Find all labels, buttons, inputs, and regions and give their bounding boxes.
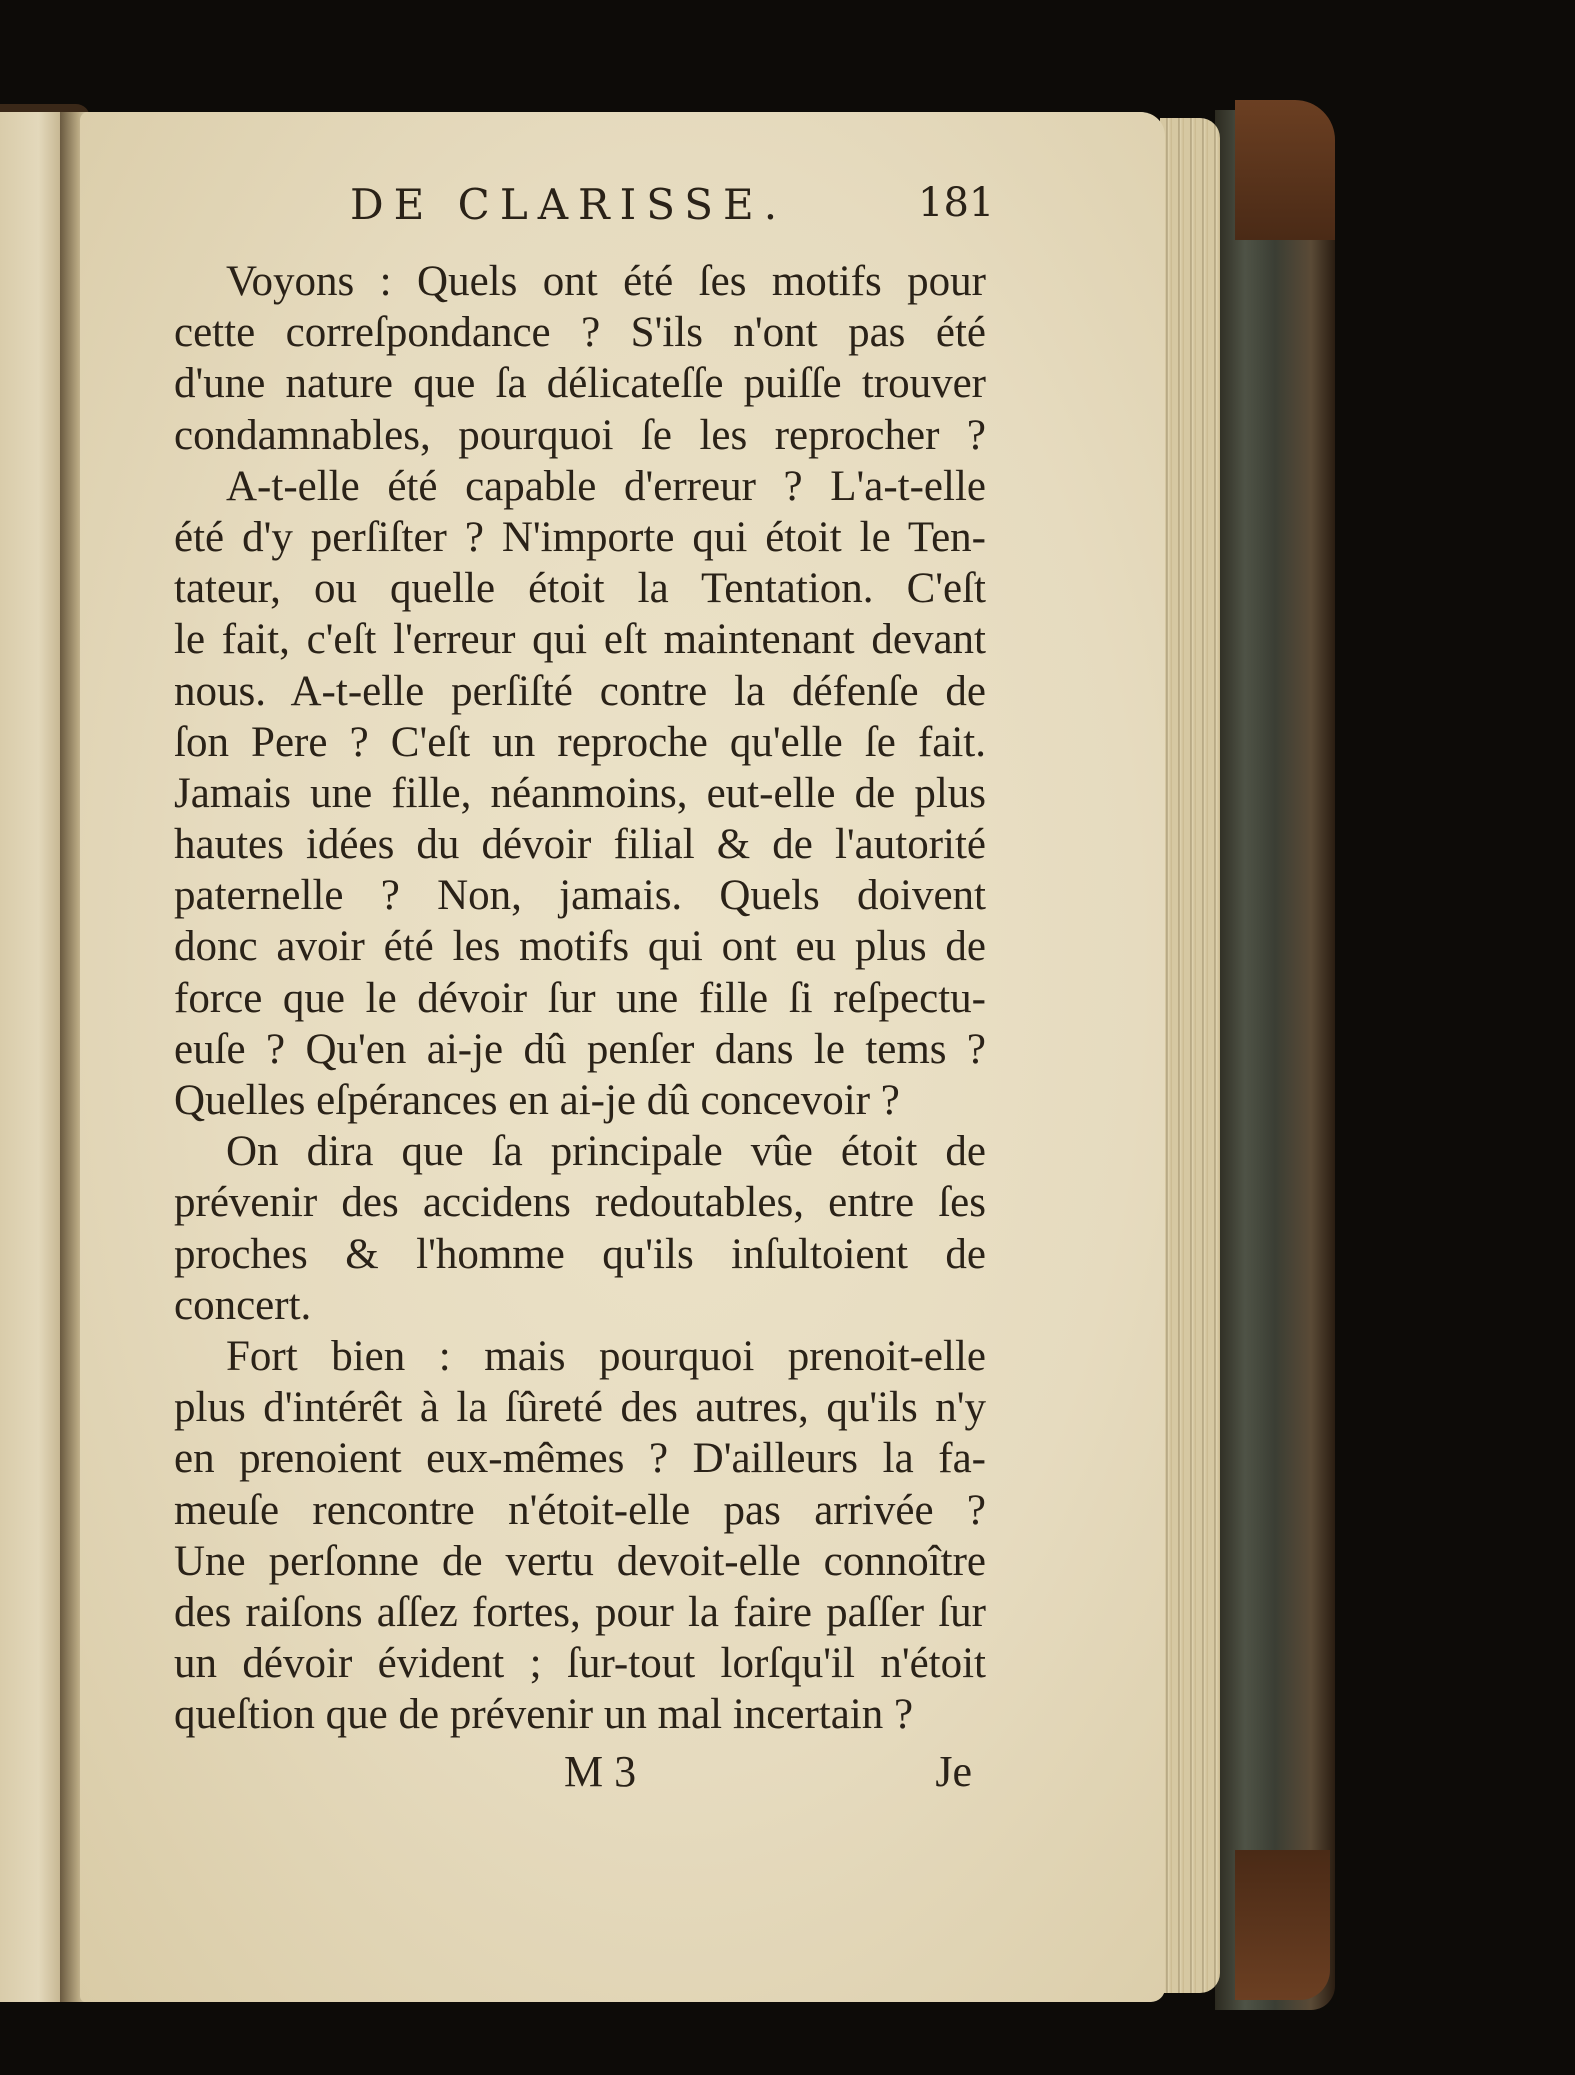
text-line: donc avoir été les motifs qui ont eu plus de: [174, 923, 986, 971]
text-line: tateur, ou quelle étoit la Tentation. C'eſt: [174, 565, 986, 613]
text-line: euſe ? Qu'en ai-je dû penſer dans le tems ?: [174, 1025, 986, 1073]
text-line: meuſe rencontre n'étoit-elle pas arrivée ?: [174, 1486, 986, 1534]
text-line: plus d'intérêt à la ſûreté des autres, qu'ils n'y: [174, 1384, 986, 1432]
text-line: paternelle ? Non, jamais. Quels doivent: [174, 872, 986, 920]
text-line: ſon Pere ? C'eſt un reproche qu'elle ſe fait.: [174, 718, 986, 766]
text-line: un dévoir évident ; ſur-tout lorſqu'il n'étoit: [174, 1640, 986, 1688]
text-line: en prenoient eux-mêmes ? D'ailleurs la fa-: [174, 1435, 986, 1483]
text-line: été d'y perſiſter ? N'importe qui étoit le Ten-: [174, 513, 986, 561]
text-line: d'une nature que ſa délicateſſe puiſſe trouver: [174, 360, 986, 408]
page-number: 181: [918, 180, 995, 226]
text-line: On dira que ſa principale vûe étoit de: [226, 1128, 986, 1176]
text-line: Jamais une fille, néanmoins, eut-elle de plus: [174, 769, 986, 817]
text-line: Quelles eſpérances en ai-je dû concevoir ?: [174, 1077, 900, 1124]
text-line: des raiſons aſſez fortes, pour la faire paſſer ſur: [174, 1588, 986, 1636]
text-line: queſtion que de prévenir un mal incertain ?: [174, 1691, 914, 1739]
signature-mark: M 3: [564, 1747, 637, 1796]
text-line: Une perſonne de vertu devoit-elle connoître: [174, 1537, 986, 1585]
cover-top-corner: [1235, 100, 1335, 240]
text-line: nous. A-t-elle perſiſté contre la défenſe de: [174, 667, 986, 715]
text-line: cette correſpondance ? S'ils n'ont pas été: [174, 309, 986, 357]
text-line: le fait, c'eſt l'erreur qui eſt maintenant devant: [174, 616, 986, 664]
page-edges: [1160, 118, 1220, 1993]
cover-bottom-corner: [1235, 1850, 1330, 2000]
page-footer: [174, 1746, 986, 1806]
text-line: condamnables, pourquoi ſe les reprocher ?: [174, 411, 986, 459]
page-body-text: [174, 256, 986, 1740]
text-line: concert.: [174, 1281, 312, 1329]
text-line: Voyons : Quels ont été ſes motifs pour: [226, 258, 986, 305]
text-line: proches & l'homme qu'ils inſultoient de: [174, 1230, 986, 1278]
text-line: A-t-elle été capable d'erreur ? L'a-t-elle: [226, 462, 986, 510]
text-line: prévenir des accidens redoutables, entre ſes: [174, 1179, 986, 1227]
running-title: DE CLARISSE.: [350, 180, 788, 229]
catchword: Je: [935, 1747, 972, 1796]
text-line: hautes idées du dévoir filial & de l'autorité: [174, 821, 986, 869]
text-line: Fort bien : mais pourquoi prenoit-elle: [226, 1332, 986, 1380]
leather-cover: [1215, 110, 1335, 2010]
text-line: force que le dévoir ſur une fille ſi reſpectu-: [174, 974, 986, 1022]
